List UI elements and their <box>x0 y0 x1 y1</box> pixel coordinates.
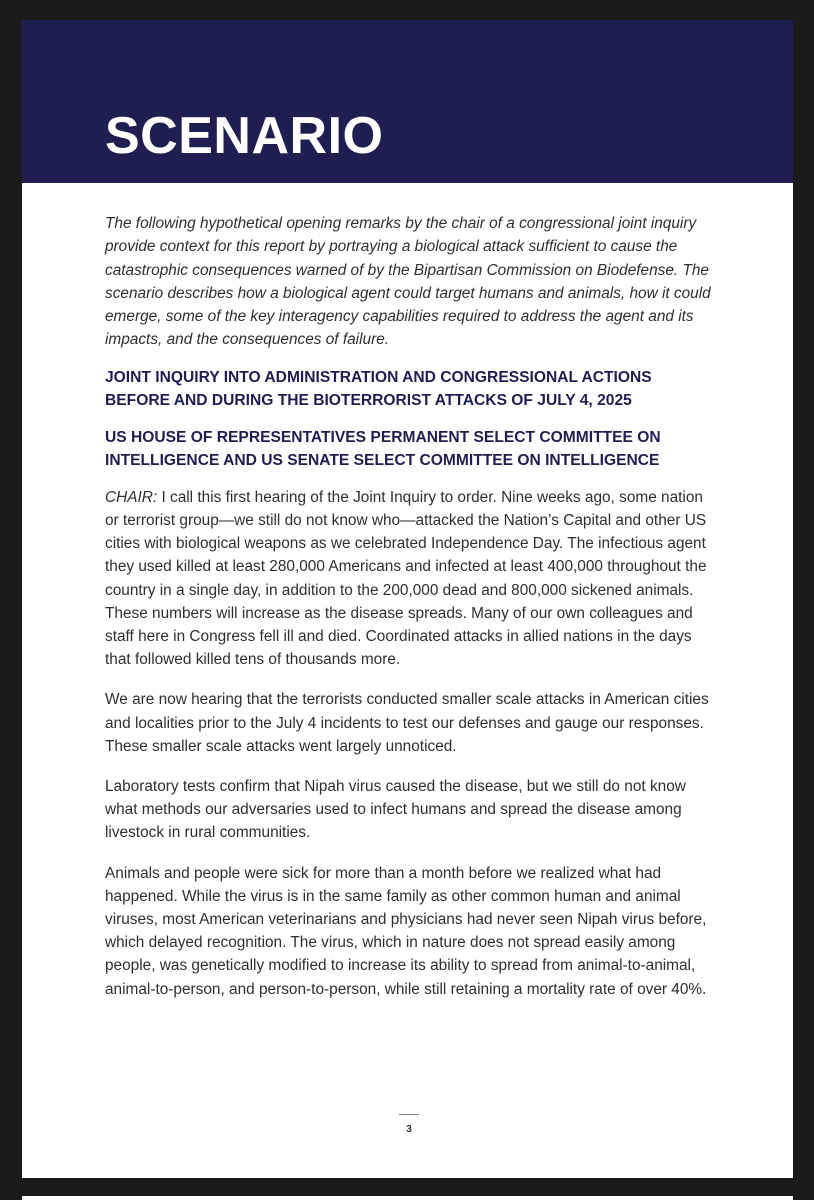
body-paragraph: Laboratory tests confirm that Nipah virus caused the disease, but we still do not know what methods our adversaries used to infect humans and spread the disease among livestock in rural communities. <box>105 778 686 842</box>
body-paragraph: We are now hearing that the terrorists conducted smaller scale attacks in American cities and localities prior to the July 4 incidents to test our defenses and gauge our responses. These smaller scale attacks went largely unnoticed. <box>105 691 709 755</box>
page-number: 3 <box>406 1124 412 1135</box>
section-heading-joint-inquiry: JOINT INQUIRY INTO ADMINISTRATION AND CONGRESSIONAL ACTIONS BEFORE AND DURING THE BIOTERRORIST ATTACKS OF JULY 4, 2025 <box>105 368 652 409</box>
document-page <box>22 20 793 1178</box>
intro-paragraph: The following hypothetical opening remarks by the chair of a congressional joint inquiry provide context for this report by portraying a biological attack sufficient to cause the catastrophic consequences warned of by the Bipartisan Commission on Biodefense. The scenario describes how a biological agent could target humans and animals, how it could emerge, some of the key interagency capabilities required to address the agent and its impacts, and the consequences of failure. <box>105 215 711 349</box>
chair-remarks: I call this first hearing of the Joint Inquiry to order. Nine weeks ago, some nation or terrorist group—we still do not know who—attacked the Nation’s Capital and other US cities with biological weapons as we celebrated Independence Day. The infectious agent they used killed at least 280,000 Americans and infected at least 400,000 throughout the country in a single day, in addition to the 200,000 dead and 800,000 sickened animals. These numbers will increase as the disease spreads. Many of our own colleagues and staff here in Congress fell ill and died. Coordinated attacks in allied nations in the days that followed killed tens of thousands more. <box>105 488 707 669</box>
chair-label: CHAIR: <box>105 488 158 506</box>
section-heading-committees: US HOUSE OF REPRESENTATIVES PERMANENT SELECT COMMITTEE ON INTELLIGENCE AND US SENATE SELECT COMMITTEE ON INTELLIGENCE <box>105 428 661 469</box>
next-page-edge <box>22 1196 793 1200</box>
title-banner <box>22 20 793 183</box>
document-body <box>105 212 717 1018</box>
chair-paragraph <box>105 486 717 672</box>
page-title: SCENARIO <box>105 107 384 165</box>
footer-divider <box>399 1114 419 1115</box>
body-paragraph: Animals and people were sick for more than a month before we realized what had happened. While the virus is in the same family as other common human and animal viruses, most American veterinarians and physicians had never seen Nipah virus before, which delayed recognition. The virus, which in nature does not spread easily among people, was genetically modified to increase its ability to spread from animal-to-animal, animal-to-person, and person-to-person, while still retaining a mortality rate of over 40%. <box>105 864 707 998</box>
